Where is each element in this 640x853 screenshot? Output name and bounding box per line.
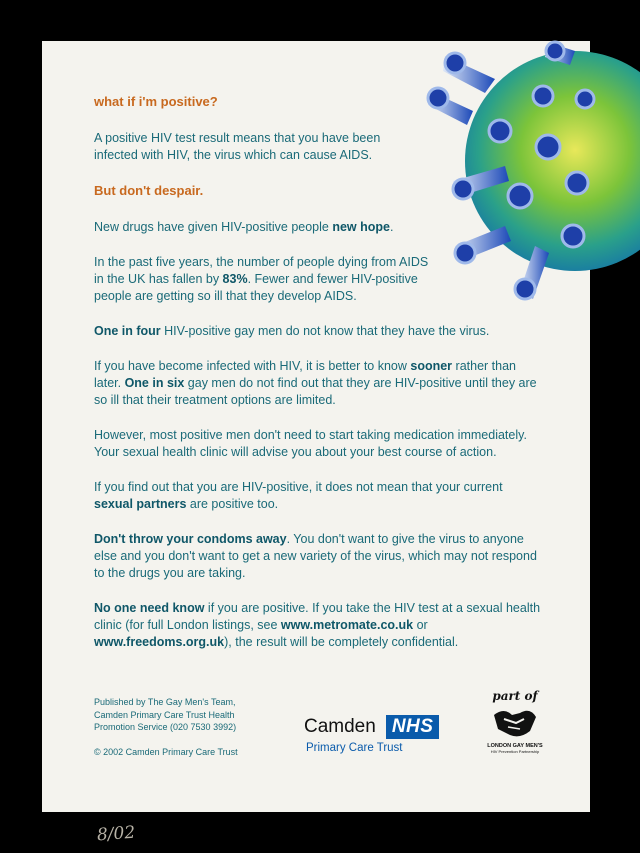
heading-dont-despair: But don't despair.: [94, 183, 204, 198]
main-text: [94, 93, 544, 669]
publisher-info: [94, 696, 264, 770]
paragraph-condoms: Don't throw your condoms away. You don't want to give the virus to anyone else and you don't want to get a new variety of the virus, which may not respond to the drugs you are taking.: [94, 532, 537, 580]
paragraph-sexual-partners: If you find out that you are HIV-positive, it does not mean that your current sexual partners are positive too.: [94, 480, 503, 511]
published-by: Published by The Gay Men's Team, Camden Primary Care Trust Health Promotion Service (020 7530 3992): [94, 697, 237, 732]
part-of-script: part of: [492, 689, 538, 703]
heading-what-if-positive: what if i'm positive?: [94, 94, 218, 109]
handshake-icon: [490, 705, 540, 743]
copyright: © 2002 Camden Primary Care Trust: [94, 746, 238, 757]
camden-nhs-logo: [304, 715, 464, 754]
camden-wordmark: Camden: [304, 716, 376, 737]
leaflet-card: [42, 41, 590, 846]
paragraph-new-hope: New drugs have given HIV-positive people new hope.: [94, 220, 394, 234]
handwritten-date: 8/02: [96, 822, 136, 846]
lgm-label: LONDON GAY MEN'S: [487, 743, 543, 749]
part-of-logo: [480, 689, 550, 754]
paragraph-deaths-fallen: In the past five years, the number of people dying from AIDS in the UK has fallen by 83%. Fewer and fewer HIV-positive people are getting so ill that they develop AIDS.: [94, 255, 429, 303]
paragraph-positive-result: A positive HIV test result means that you have been infected with HIV, the virus which can cause AIDS.: [94, 131, 381, 162]
paragraph-confidential: No one need know if you are positive. If you take the HIV test at a sexual health clinic (for full London listings, see www.metromate.co.uk or www.freedoms.org.uk), the result will be completely confidential.: [94, 601, 541, 649]
nhs-logo: NHS: [386, 715, 440, 739]
paragraph-one-in-four: One in four HIV-positive gay men do not know that they have the virus.: [94, 324, 490, 338]
link-freedoms: www.freedoms.org.uk: [94, 635, 225, 649]
lgm-sub-label: HIV Prevention Partnership: [490, 749, 540, 754]
paragraph-know-sooner: If you have become infected with HIV, it is better to know sooner rather than later. One in six gay men do not find out that they are HIV-positive until they are so ill that their treatment options are limited.: [94, 359, 537, 407]
primary-care-trust-label: Primary Care Trust: [306, 742, 403, 754]
paragraph-medication: However, most positive men don't need to start taking medication immediately. Your sexual health clinic will advise you about your best course of action.: [94, 428, 527, 459]
link-metromate: www.metromate.co.uk: [280, 618, 414, 632]
